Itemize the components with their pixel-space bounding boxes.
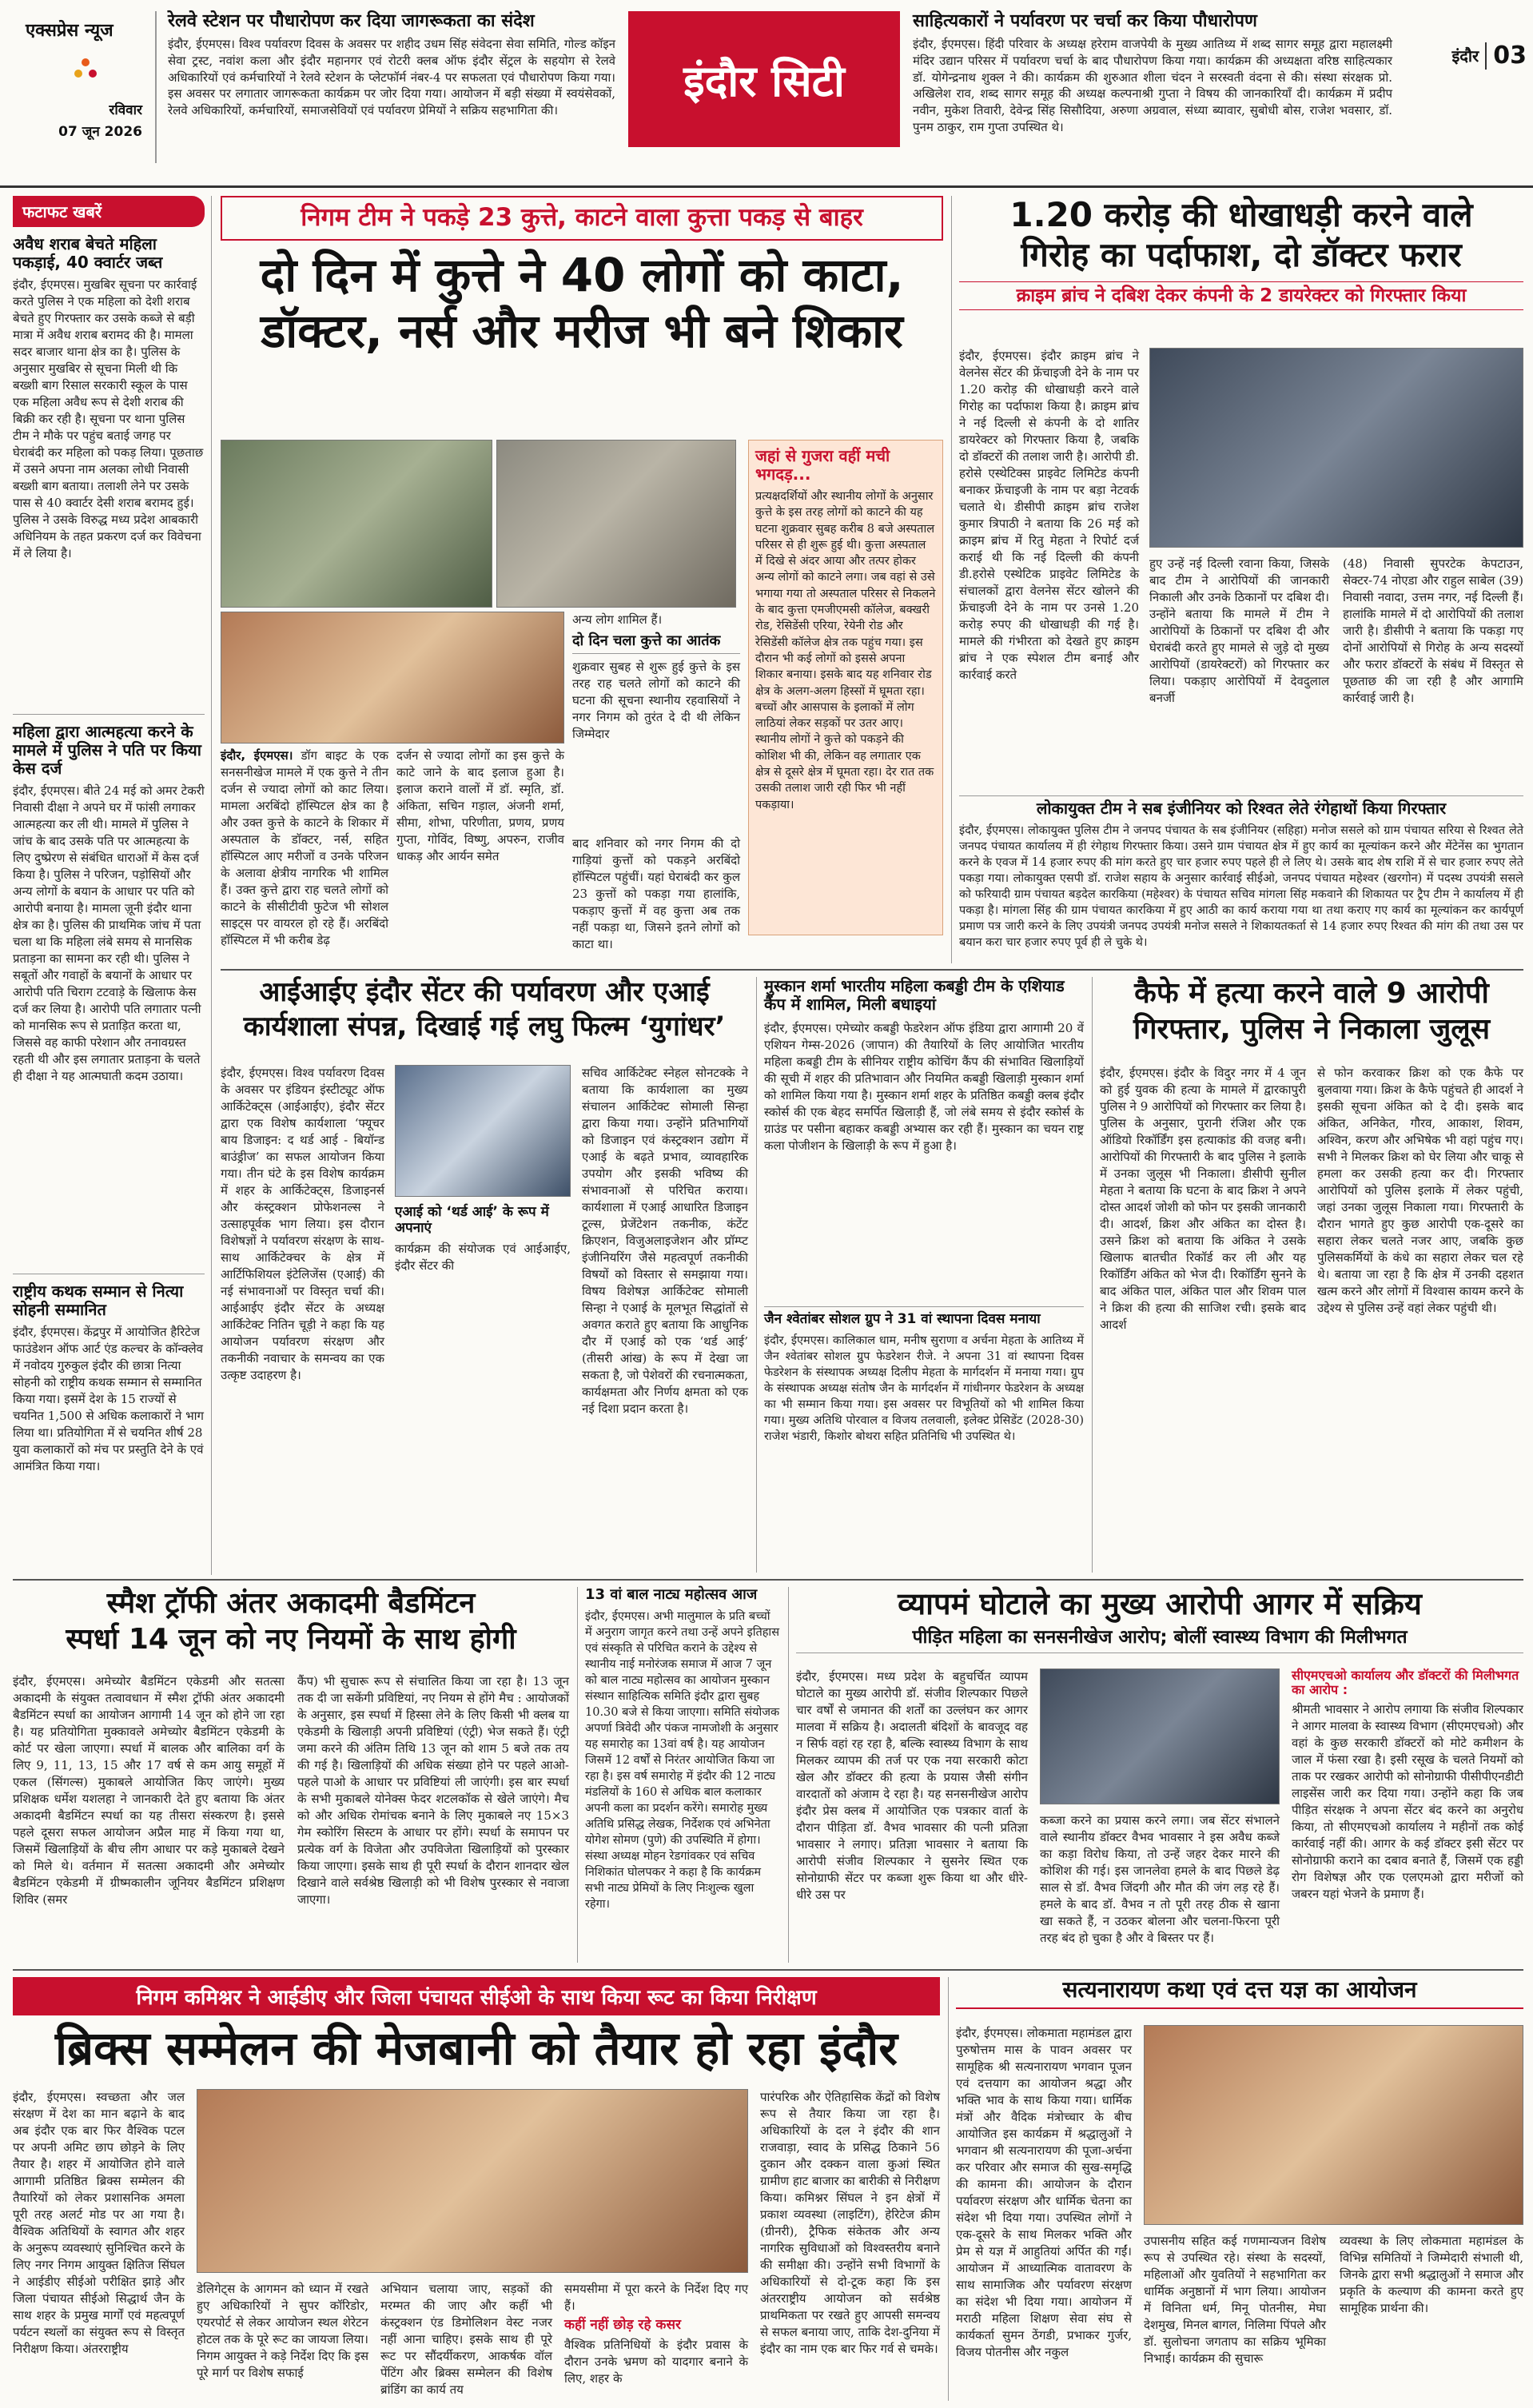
kabaddi-subhead: जैन श्वेतांबर सोशल ग्रुप ने 31 वां स्थापना दिवस मनाया [764, 1306, 1084, 1328]
top-left-story [168, 11, 615, 171]
lokayukt-headline: लोकायुक्त टीम ने सब इंजीनियर को रिश्वत लेते रंगेहाथों किया गिरफ्तार [1036, 799, 1447, 818]
section-title: इंदौर सिटी [683, 56, 845, 106]
fatafat-label-text: फटाफट खबरें [22, 202, 102, 221]
satyanarayan-col-3: व्यवस्था के लिए लोकमाता महामंडल के विभिन्न समितियों ने जिम्मेदारी संभाली थी, जिनके द्वारा सभी श्रद्धालुओं ने समाज और प्रकृति के कल्याण की कामना करते हुए सामूहिक प्रार्थना की। [1340, 2234, 1523, 2315]
satyanarayan-col-2: उपासनीय सहित कई गणमान्यजन विशेष रूप से उपस्थित रहे। संस्था के सदस्यों, महिलाओं और युवतियों ने सहभागिता कर धार्मिक अनुष्ठानों में भाग लिया। आयोजन में विनिता धर्म, मिनू पोतनीस, मेघा देशमुख, मिनल बागल, निलिमा पिंपले और डॉ. सुलोचना जगताप का सक्रिय भूमिका निभाई। कार्यक्रम की सुचारू [1144, 2234, 1326, 2366]
dog-col-3a: अन्य लोग शामिल हैं। [572, 612, 663, 627]
dog-kicker [221, 196, 943, 241]
dog-col-3-subhead: दो दिन चला कुत्ते का आतंक [572, 633, 740, 654]
brand-name: एक्सप्रेस न्यूज [26, 21, 113, 41]
iiie-headline-2: कार्यशाला संपन्न, दिखाई गई लघु फिल्म ‘युगांधर’ [243, 1011, 726, 1043]
top-right-body: इंदौर, ईएमएस। हिंदी परिवार के अध्यक्ष हरेराम वाजपेयी के मुख्य आतिथ्य में शब्द सागर समूह द्वारा महालक्ष्मी मंदिर उद्यान परिसर में पर्यावरण चर्चा के बाद पौधारोपण किया गया। कार्यक्रम की अध्यक्षता वरिष्ठ साहित्यकार डॉ. योगेन्द्रनाथ शुक्ल ने की। कार्यक्रम की शुरुआत शीला चंदन ने सरस्वती वंदना से की। संस्था संरक्षक प्रो. अखिलेश राव, शब्द सागर समूह की अध्यक्ष कल्पनाश्री गुप्ता ने विषय की जानकारियाँ दी। कार्यक्रम में प्रदीप नवीन, मुकेश तिवारी, देवेन्द्र सिंह सिसौदिया, अरुणा अग्रवाल, संध्या ब्यावार, सुबोधी बोस, राजेश भवसार, डॉ. पुनम ठाकुर, राम गुप्ता उपस्थित थे। [913, 37, 1392, 134]
natya-headline: 13 वां बाल नाट्य महोत्सव आज [585, 1586, 758, 1603]
kabaddi-story [764, 977, 1084, 1573]
top-left-headline: रेलवे स्टेशन पर पौधारोपण कर दिया जागरूकता का संदेश [168, 11, 535, 31]
vyapam-col-1: इंदौर, ईएमएस। मध्य प्रदेश के बहुचर्चित व्यापम घोटाले का मुख्य आरोपी डॉ. संजीव शिल्पकार पिछले चार वर्षों से जमानत की शर्तों का उल्लंघन कर आगर मालवा में सक्रिय है। अदालती बंदिशों के बावजूद वह न सिर्फ वहां रह रहा है, बल्कि स्वास्थ्य विभाग के साथ मिलकर व्यापम की तर्ज पर एक नया सरकारी कोटा खेल और डॉक्टर की हत्या के प्रयास जैसी संगीन वारदातों को अंजाम दे रहा है। यह सनसनीखेज आरोप इंदौर प्रेस क्लब में आयोजित एक पत्रकार वार्ता के दौरान पीड़िता डॉ. वैभव भावसार की पत्नी प्रतिज्ञा भावसार ने लगाए। प्रतिज्ञा भावसार ने बताया कि आरोपी संजीव शिल्पकार ने सुसनेर स्थित एक सोनोग्राफी सेंटर पर कब्जा शुरू किया था और धीरे-धीरे उस पर [796, 1669, 1028, 1902]
fraud-subhead: क्राइम ब्रांच ने दबिश देकर कंपनी के 2 डायरेक्टर को गिरफ्तार किया [959, 281, 1523, 310]
iiie-headline-1: आईआईए इंदौर सेंटर की पर्यावरण और एआई [259, 976, 710, 1008]
brics-subhead: कहीं नहीं छोड़ रहे कसर [564, 2317, 681, 2333]
brand-box [13, 11, 157, 163]
brics-headline: ब्रिक्स सम्मेलन की मेजबानी को तैयार हो रहा इंदौर [55, 2021, 898, 2075]
fatafat-headline: महिला द्वारा आत्महत्या करने के मामले में पुलिस ने पति पर किया केस दर्ज [13, 722, 201, 778]
fatafat-label [13, 196, 205, 227]
brics-col-5: पारंपरिक और ऐतिहासिक केंद्रों को विशेष रूप से तैयार किया जा रहा है। अधिकारियों के दल ने इंदौर की शान राजवाड़ा, स्वाद के प्रसिद्ध ठिकाने 56 दुकान और दक्कन वाला कुआं स्थित ग्रामीण हाट बाजार का बारीकी से निरीक्षण किया। कमिश्नर सिंघल ने इन क्षेत्रों में प्रकाश व्यवस्था (लाइटिंग), हेरिटेज क्रीम (ग्रीनरी), ट्रैफिक संकेतक और अन्य नागरिक सुविधाओं को विश्वस्तरीय बनाने की समीक्षा की। उन्होंने सभी विभागों के अधिकारियों से दो-टूक कहा कि इस अंतरराष्ट्रीय आयोजन को सर्वश्रेष्ठ प्राथमिकता पर रखते हुए आपसी समन्वय से सफल बनाया जाए, ताकि देश-दुनिया में इंदौर का नाम एक बार फिर गर्व से चमके। [760, 2090, 940, 2356]
dog-kicker-text: निगम टीम ने पकड़े 23 कुत्ते, काटने वाला कुत्ता पकड़ से बाहर [301, 203, 863, 232]
dog-story [221, 196, 943, 951]
page-marker [1407, 32, 1527, 80]
vyapam-headline: व्यापमं घोटाले का मुख्य आरोपी आगर में सक्रिय [898, 1586, 1422, 1621]
fraud-story [959, 196, 1523, 791]
cafe-headline-1: कैफे में हत्या करने वाले 9 आरोपी [1134, 977, 1489, 1010]
fatafat-headline: अवैध शराब बेचते महिला पकड़ाई, 40 क्वार्टर जब्त [13, 234, 163, 272]
fraud-col-1: इंदौर, ईएमएस। इंदौर क्राइम ब्रांच ने वेलनेस सेंटर की फ्रेंचाइजी देने के नाम पर 1.20 करोड़ की धोखाधड़ी करने वाले गिरोह का पर्दाफाश किया है। क्राइम ब्रांच ने नई दिल्ली से कंपनी के दो शातिर डायरेक्टर को गिरफ्तार किया है, जबकि दो डॉक्टरों की तलाश जारी है। आरोपी डी. हरोसे एस्थेटिक्स प्राइवेट लिमिटेड कंपनी बनाकर फ्रेंचाइजी के नाम पर बड़ा नेटवर्क चलाते थे। डीसीपी क्राइम ब्रांच राजेश कुमार त्रिपाठी ने बताया कि 26 मई को क्राइम ब्रांच में रितु मेहता ने रिपोर्ट दर्ज कराई थी कि नई दिल्ली की कंपनी डी.हरोसे एस्थेटिक प्राइवेट लिमिटेड के संचालकों द्वारा वेलनेस सेंटर खोलने की फ्रेंचाइजी देने के नाम पर उनसे 1.20 करोड़ रुपए की धोखाधड़ी की गई है। मामले की गंभीरता को देखते हुए क्राइम ब्रांच ने एक स्पेशल टीम बनाई और कार्रवाई करते [959, 349, 1139, 682]
vyapam-story [796, 1587, 1523, 1963]
top-left-body: इंदौर, ईएमएस। विश्व पर्यावरण दिवस के अवसर पर शहीद उधम सिंह संवेदना सेवा समिति, गोल्ड कॉइन सेवा ट्रस्ट, नवांश कला और इंदौर महानगर एवं रोटरी क्लब ऑफ इंदौर सेंट्रल के सहयोग से रेलवे अधिकारियों एवं कर्मचारियों ने रेलवे स्टेशन के प्लेटफॉर्म नंबर-4 पर सफलता एवं पौधारोपण किया गया। इस अवसर पर लगातार जागरूकता कार्यक्रम पर जोर दिया गया। आयोजन में बड़ी संख्या में स्वयंसेवकों, रेलवे अधिकारियों, कर्मचारियों, समाजसेवियों एवं पर्यावरण प्रेमियों ने सक्रिय सहभागिता की। [168, 37, 615, 118]
brics-col-1: इंदौर, ईएमएस। स्वच्छता और जल संरक्षण में देश का मान बढ़ाने के बाद अब इंदौर एक बार फिर वैश्विक पटल पर अपनी अमिट छाप छोड़ने के लिए तैयार है। शहर में आयोजित होने वाले आगामी प्रतिष्ठित ब्रिक्स सम्मेलन की तैयारियों को लेकर प्रशासनिक अमला पूरी तरह अलर्ट मोड पर आ गया है। वैश्विक अतिथियों के स्वागत और शहर के अनुरूप व्यवस्थाएं सुनिश्चित करने के लिए नगर निगम आयुक्त क्षितिज सिंघल ने आईडीए सीईओ परीक्षित झाड़े और जिला पंचायत सीईओ सिद्धार्थ जैन के साथ शहर के प्रमुख मार्गों एवं महत्वपूर्ण पर्यटन स्थलों का संयुक्त रूप से विस्तृत निरीक्षण किया। अंतरराष्ट्रीय [13, 2090, 185, 2356]
cafe-headline-2: गिरफ्तार, पुलिस ने निकाला जुलूस [1133, 1013, 1491, 1047]
fatafat-item [13, 723, 205, 1274]
iiie-col-1-body: इंदौर, ईएमएस। विश्व पर्यावरण दिवस के अवसर पर इंडियन इंस्टीट्यूट ऑफ आर्किटेक्ट्स (आईआईए), इंदौर सेंटर द्वारा एक विशेष कार्यशाला ‘फ्यूचर बाय डिजाइन: द थर्ड आई - बियॉन्ड बाउंड्रीज’ का सफल आयोजन किया गया। तीन घंटे के इस विशेष कार्यक्रम में शहर के आर्किटेक्ट्स, डिजाइनर्स और कंस्ट्रक्शन प्रोफेशनल्स ने उत्साहपूर्वक भाग लिया। इस दौरान विशेषज्ञों ने पर्यावरण संरक्षण के साथ-साथ आर्किटेक्चर के क्षेत्र में आर्टिफिशियल इंटेलिजेंस (एआई) की नई संभावनाओं पर विस्तृत चर्चा की। आईआईए इंदौर सेंटर के अध्यक्ष आर्किटेक्ट नितिन चूड़ी ने कहा कि यह आयोजन पर्यावरण संरक्षण और तकनीकी नवाचार के समन्वय का एक उत्कृष्ट उदाहरण है। [221, 1066, 384, 1382]
iiie-photo [395, 1065, 571, 1197]
brics-col-4 [564, 2281, 748, 2401]
dog-col-1-body: डॉग बाइट के एक सनसनीखेज मामले में एक कुत्ते ने तीन दर्जन से ज्यादा लोगों को काट लिया। मामला अरबिंदो हॉस्पिटल क्षेत्र का है और उक्त कुत्ते के काटने के शिकार में अस्पताल के डॉक्टर, नर्स, सहित हॉस्पिटल आए मरीजों व उनके परिजन के अलावा क्षेत्रीय नागरिक भी शामिल हैं। उक्त कुत्ते द्वारा राह चलते लोगों को काटने के सीसीटीवी फुटेज भी सोशल साइट्स पर वायरल हो रहे हैं। अरबिंदो हॉस्पिटल में भी करीब डेढ़ [221, 748, 388, 947]
brics-col-4-body: समयसीमा में पूरा करने के निर्देश दिए गए हैं। [564, 2282, 748, 2313]
lokayukt-story [959, 799, 1523, 963]
vyapam-col-2: कब्जा करने का प्रयास करने लगा। जब सेंटर संभालने वाले स्थानीय डॉक्टर वैभव भावसार ने इस अवैध कब्जे का कड़ा विरोध किया, तो उन्हें जहर देकर मारने की कोशिश की गई। इस जानलेवा हमले के बाद पिछले डेढ़ साल से डॉ. वैभव जिंदगी और मौत की जंग लड़ रहे हैं। हमले के बाद डॉ. वैभव न तो पूरी तरह ठीक से खाना खा सकते हैं, न उठकर बोलना और चलना-फिरना पूरी तरह बंद हो चुका है और वे बिस्तर पर हैं। [1040, 1813, 1280, 1945]
fraud-col-2: हुए उन्हें नई दिल्ली रवाना किया, जिसके बाद टीम ने आरोपियों की जानकारी निकाली और उनके ठिकानों पर दबिश दी। उन्होंने बताया कि मामले में टीम ने आरोपियों के ठिकानों पर दबिश दी और घेराबंदी करते हुए मामले से जुड़े दो मुख्य आरोपियों (डायरेक्टरों) को गिरफ्तार कर लिया। पकड़ाए आरोपियों में देवदुलाल बनर्जी [1149, 556, 1329, 705]
dog-photo-street [221, 440, 492, 608]
brics-kicker [13, 1977, 940, 2015]
badminton-story [13, 1587, 569, 1963]
satyanarayan-story [956, 1977, 1523, 2401]
natya-story [585, 1587, 780, 1963]
iiie-story [221, 977, 748, 1573]
kabaddi-sub-body: इंदौर, ईएमएस। कालिकाल धाम, मनीष सुराणा व अर्चना मेहता के आतिथ्य में जैन श्वेतांबर सोशल ग्रुप फेडरेशन रीजे. ने अपना 31 वां स्थापना दिवस फेडरेशन के संस्थापक अध्यक्ष दिलीप मेहता के मार्गदर्शन में मनाया गया। ग्रुप के संस्थापक अध्यक्ष संतोष जैन के मार्गदर्शन में गांधीनगर फेडरेशन के अध्यक्ष का भी सम्मान किया गया। इस अवसर पर विभूतियों को भी शामिल किया गया। मुख्य अतिथि पोरवाल व विजय तलवाली, इलेक्ट प्रेसिडेंट (2028-30) राजेश भंडारी, किशोर बोथरा सहित प्रतिनिधि भी उपस्थित थे। [764, 1334, 1084, 1443]
dog-col-4: बाद शनिवार को नगर निगम की दो गाड़ियां कुत्तों को पकड़ने अरबिंदो हॉस्पिटल पहुंचीं। यहां घेराबंदी कर कुल 23 कुत्तों को पकड़ा गया हालांकि, पकड़ाए कुत्तों में वह कुत्ता अब तक नहीं पकड़ा था, जिसने इतने लोगों को काटा था। [572, 836, 740, 951]
masthead [0, 0, 1533, 184]
page-city: इंदौर [1451, 46, 1479, 66]
fatafat-body: इंदौर, ईएमएस। बीते 24 मई को अमर टेकरी निवासी दीक्षा ने अपने घर में फांसी लगाकर आत्महत्या कर ली थी। मामले में पुलिस ने जांच के बाद उसके पति पर आत्महत्या के लिए दुष्प्रेरण से संबंधित धाराओं में केस दर्ज किया है। पुलिस ने परिजन, पड़ोसियों और अन्य लोगों के बयान के आधार पर पति को आरोपी बनाया है। मामला ज़ूनी इंदौर थाना क्षेत्र का है। पुलिस की प्राथमिक जांच में पता चला था कि महिला लंबे समय से मानसिक प्रताड़ना का सामना कर रही थी। पुलिस ने सबूतों और गवाहों के बयानों के आधार पर आरोपी पति चिराग टटवाड़े के खिलाफ केस दर्ज कर लिया है। आरोपी पति लगातार पत्नी को मानसिक रूप से प्रताड़ित करता था, जिससे वह काफी परेशान और तनावग्रस्त रहती थी और इस लगातार प्रताड़ना के चलते ही दीक्षा ने यह आत्मघाती कदम उठाया। [13, 783, 205, 1083]
dog-col-1-text [221, 748, 388, 947]
fatafat-item [13, 235, 205, 715]
satyanarayan-photo [1144, 2025, 1523, 2225]
kabaddi-headline: मुस्कान शर्मा भारतीय महिला कबड्डी टीम के एशियाड कैंप में शामिल, मिली बधाइयां [764, 976, 1065, 1014]
brics-story [13, 1977, 940, 2401]
fatafat-item [13, 1282, 205, 1570]
fatafat-column [13, 196, 205, 1575]
iiie-col-1b [395, 1205, 571, 1573]
fatafat-body: इंदौर, ईएमएस। केंद्रपुर में आयोजित हैरिटेज फाउंडेशन ऑफ आर्ट एंड कल्चर के कॉन्क्लेव में नवोदय गुरुकुल इंदौर की छात्रा नित्या सोहनी को राष्ट्रीय कथक सम्मान से सम्मानित किया गया। इसमें देश के 15 राज्यों से चयनित 1,500 से अधिक कलाकारों ने भाग लिया था। प्रतियोगिता में से चयनित शीर्ष 28 युवा कलाकारों को मंच पर प्रस्तुति देने के एवं आमंत्रित किया गया। [13, 1325, 204, 1473]
lokayukt-body: इंदौर, ईएमएस। लोकायुक्त पुलिस टीम ने जनपद पंचायत के सब इंजीनियर (सहिहा) मनोज ससले को ग्राम पंचायत सरिया से रिश्वत लेते जनपद पंचायत कार्यालय में ही रंगेहाथ गिरफ्तार किया। उसने ग्राम पंचायत क्षेत्र में हुए कार्य का मूल्यांकन करने और मेंटेनेंस का भुगतान करने के एवज में 14 हजार रुपए की मांग करते हुए चार हजार रुपए पहले ही ले लिए थे। उसके बाद शेष राशि में से चार हजार रुपए लेते पकड़ा गया। लोकायुक्त एसपी डॉ. राजेश सहाय के अनुसार कार्रवाई सीईओ, जनपद पंचायत महेश्वर (खरगोन) में पदस्थ उपयंत्री ससले को फरियादी ग्राम पंचायत बड़देल कारकिया (महेश्वर) के पंचायत सचिव मांगला सिंह मकवाने की शिकायत पर ट्रैप टीम ने कार्यालय में ही पकड़ा है। मांगला सिंह की ग्राम पंचायत कारकिया में हुए आठी का कार्य कराया गया था तथा कराए गए कार्य का मूल्यांकन कर कार्यपूर्ण प्रमाण पत्र जारी करने के लिए उपयंत्री जनपद उपयंत्री मनोज ससले ने शिकायतकर्ता से 14 हजार रुपए रिश्वत की मांग की तथा उस पर बयान करा चार हजार रुपए पूर्व ही ले चुके थे। [959, 824, 1523, 949]
badminton-col-2: कैंप) भी सुचारू रूप से संचालित किया जा रहा है। 13 जून तक दी जा सकेंगी प्रविष्टियां, नए नियम से होंगे मैच : आयोजकों के अनुसार, इस स्पर्धा में हिस्सा लेने के लिए किसी भी क्लब या एकेडमी के खिलाड़ी अपनी प्रविष्टियां (एंट्री) भेज सकते हैं। एंट्री जमा करने की अंतिम तिथि 13 जून को शाम 5 बजे तक तय की गई है। खिलाड़ियों की अधिक संख्या होने पर पहले आओ-पहले पाओ के आधार पर प्रविष्टियां ली जाएंगी। इस बार स्पर्धा के सभी मुकाबले योनेक्स फेदर शटलकॉक से खेले जाएंगे। मैच को और अधिक रोमांचक बनाने के लिए मुकाबले नए 15×3 गेम स्कोरिंग सिस्टम के आधार पर होंगे। स्पर्धा के समापन पर प्रत्येक वर्ग के विजेता और उपविजेता खिलाड़ियों को पुरस्कार किया जाएगा। इसके साथ ही पूरी स्पर्धा के दौरान शानदार खेल दिखाने वाले सर्वश्रेष्ठ खिलाड़ी को भी विशेष पुरस्कार से नवाजा जाएगा। [297, 1674, 569, 1907]
vyapam-col-3-subhead: सीएमएचओ कार्यालय और डॉक्टरों की मिलीभगत का आरोप : [1292, 1668, 1519, 1698]
dog-headline-2: डॉक्टर, नर्स और मरीज भी बने शिकार [261, 304, 903, 359]
iiie-col-1 [221, 1065, 384, 1573]
dog-photo-dog [496, 440, 736, 608]
issue-date: 07 जून 2026 [58, 124, 142, 140]
fraud-headline-1: 1.20 करोड़ की धोखाधड़ी करने वाले [1009, 195, 1473, 234]
iiie-col-1-end: कार्यक्रम की संयोजक एवं आईआईए, इंदौर सेंटर की [395, 1242, 571, 1274]
dog-sidebox-title: जहां से गुजरा वहीं मची भगदड़... [755, 446, 890, 484]
fraud-photo [1149, 348, 1523, 548]
issue-day: रविवार [109, 102, 142, 118]
dog-sidebox [748, 440, 943, 935]
satyanarayan-headline: सत्यनारायण कथा एवं दत्त यज्ञ का आयोजन [956, 1977, 1523, 2009]
vyapam-col-3-body: श्रीमती भावसार ने आरोप लगाया कि संजीव शिल्पकार ने आगर मालवा के स्वास्थ्य विभाग (सीएमएचओ) और वहां के कुछ सरकारी डॉक्टरों को मोटे कमीशन के जाल में फंसा रखा है। इसी रसूख के चलते नियमों को ताक पर रखकर आरोपी को सोनोग्राफी पीसीपीएनडीटी लाइसेंस जारी कर दिया गया। उन्होंने कहा कि जब पीड़ित संरक्षक ने अपना सेंटर बंद करने का अनुरोध किया, तो सीएमएचओ कार्यालय ने महीनों तक कोई कार्रवाई नहीं की। आगर के कई डॉक्टर इसी सेंटर पर सोनोग्राफी कराने का दबाव बनाते हैं, जिसमें एक हड्डी रोग विशेषज्ञ और एक एलएमओ द्वारा मरीजों को जबरन यहां भेजने के प्रमाण हैं। [1292, 1701, 1523, 1901]
brics-col-3: अभियान चलाया जाए, सड़कों की मरम्मत की जाए और कहीं भी कंस्ट्रक्शन एंड डिमोलिशन वेस्ट नजर नहीं आना चाहिए। इसके साथ ही पूरे रूट पर सौंदर्यीकरण, आकर्षक वॉल पेंटिंग और ब्रिक्स सम्मेलन की विशेष ब्रांडिंग का कार्य तय [380, 2282, 552, 2397]
kabaddi-body: इंदौर, ईएमएस। एमेच्योर कबड्डी फेडरेशन ऑफ इंडिया द्वारा आगामी 20 वें एशियन गेम्स-2026 (जापान) की तैयारियों के लिए आयोजित भारतीय महिला कबड्डी टीम के सीनियर राष्ट्रीय कोचिंग कैंप की संभावित खिलाड़ियों की सूची में शहर की प्रतिभावान और नियमित कबड्डी खिलाड़ी मुस्कान शर्मा को शामिल किया गया है। मुस्कान शर्मा शहर के प्रतिष्ठित कबड्डी क्लब इंदौर स्कोर्स की एक बेहद समर्पित खिलाड़ी हैं, जो लंबे समय से इंदौर स्कोर्स के ग्राउंड पर पसीना बहाकर कबड्डी अभ्यास कर रही हैं। मुस्कान का चयन राष्ट्र कला पोजीशन के खिलाड़ी के रूप में हुआ है। [764, 1021, 1084, 1153]
vyapam-col-3 [1292, 1668, 1523, 1963]
cafe-col-2: से फोन करवाकर क्रिश को एक कैफे पर बुलवाया गया। क्रिश के कैफे पहुंचते ही आदर्श ने इसकी सूचना अंकित को दे दी। इसके बाद अंकित, अनिकेत, गौरव, आकाश, शिवम, अश्विन, करण और अभिषेक भी वहां पहुंच गए। सभी ने मिलकर क्रिश को घेर लिया और चाकू से हमला कर उसकी हत्या कर दी। गिरफ्तार आरोपियों को पुलिस इलाके में लेकर पहुंची, जहां उनका जुलूस निकाला गया। गिरफ्तारी के दौरान भागते हुए कुछ आरोपी एक-दूसरे का सहारा लेकर चलते नजर आए, जबकि कुछ पुलिसकर्मियों के कंधे का सहारा लेकर चल रहे थे। बताया जा रहा है कि क्षेत्र में उनकी दहशत खत्म करने और लोगों में विश्वास कायम करने के उद्देश्य से पुलिस उन्हें वहां लेकर पहुंची थी। [1317, 1066, 1523, 1315]
cafe-col-1: इंदौर, ईएमएस। इंदौर के विदुर नगर में 4 जून को हुई युवक की हत्या के मामले में द्वारकापुरी पुलिस ने 9 आरोपियों को गिरफ्तार कर लिया है। पुलिस के अनुसार, पुरानी रंजिश और एक ऑडियो रिकॉर्डिंग इस हत्याकांड की वजह बनी। आरोपियों की गिरफ्तारी के बाद पुलिस ने इलाके में उनका जुलूस भी निकाला। डीसीपी सुनील मेहता ने बताया कि घटना के बाद क्रिश ने अपने दोस्त आदर्श जोशी को फोन पर इसकी जानकारी दी। आदर्श, क्रिश और अंकित का दोस्त है। उसने क्रिश को बताया कि अंकित ने उसके खिलाफ बातचीत रिकॉर्ड कर ली और यह रिकॉर्डिंग अंकित को भेज दी। रिकॉर्डिंग सुनने के बाद अंकित पाल, अंकित पाल और शिवम पाल ने क्रिश की हत्या की साजिश रची। इसके बाद आदर्श [1100, 1066, 1306, 1332]
vyapam-subhead: पीड़ित महिला का सनसनीखेज आरोप; बोलीं स्वास्थ्य विभाग की मिलीभगत [796, 1627, 1523, 1653]
iiie-subhead: एआई को ‘थर्ड आई’ के रूप में अपनाएं [395, 1204, 549, 1236]
top-right-headline: साहित्यकारों ने पर्यावरण पर चर्चा कर किया पौधारोपण [913, 11, 1257, 31]
badminton-col-1: इंदौर, ईएमएस। अमेच्योर बैडमिंटन एकेडमी और सतत्सा अकादमी के संयुक्त तत्वावधान में स्मैश ट्रॉफी अंतर अकादमी बैडमिंटन स्पर्धा का आयोजन आगामी 14 जून को होने जा रहा है। यह प्रतियोगिता मुक्कावले अमेच्योर बैडमिंटन एकेडमी के कोर्ट पर खेला जाएगा। स्पर्धा में बालक और बालिका वर्ग के लिए 9, 11, 13, 15 और 17 वर्ष से कम आयु समूहों में एकल (सिंगल्स) मुकाबले आयोजित किए जाएंगे। मुख्य प्रशिक्षक धर्मेश यशलहा ने जानकारी देते हुए बताया कि अंतर अकादमी बैडमिंटन स्पर्धा का यह तीसरा संस्करण है। इससे पहले दूसरा सफल आयोजन अप्रैल माह में किया गया था, जिसमें खिलाड़ियों के बीच लीग आधार पर कड़े मुकाबले देखने को मिले थे। वर्तमान में सतत्सा अकादमी और अमेच्योर बैडमिंटन एकेडमी में ग्रीष्मकालीन जूनियर बैडमिंटन प्रशिक्षण शिविर (समर [13, 1674, 285, 1907]
brics-kicker-text: निगम कमिश्नर ने आईडीए और जिला पंचायत सीईओ के साथ किया रूट का किया निरीक्षण [136, 1986, 817, 2010]
dog-col-2: दर्जन से ज्यादा लोगों का इस कुत्ते के काटे जाने के बाद इलाज हुआ है। इलाज कराने वालों में डॉ. स्मृति, डॉ. अंकिता, सचिन गड़ाल, अंजनी शर्मा, सीमा, शोभा, परिणीता, प्रणय, प्रणय गुप्ता, गोविंद, विष्णु, अपरुन, राजीव धाकड़ और आर्यन समेत [396, 748, 564, 863]
top-right-story [913, 11, 1392, 171]
iiie-col-2: सचिव आर्किटेक्ट स्नेहल सोनटक्के ने बताया कि कार्यशाला का मुख्य संचालन आर्किटेक्ट सोमाली सिन्हा द्वारा किया गया। उन्होंने प्रतिभागियों को डिजाइन एवं कंस्ट्रक्शन उद्योग में एआई के बढ़ते प्रभाव, व्यावहारिक उपयोग और इसकी भविष्य की संभावनाओं से परिचित कराया। कार्यशाला में एआई आधारित डिजाइन टूल्स, प्रेजेंटेशन तकनीक, कंटेंट क्रिएशन, विजुअलाइजेशन और प्रॉम्प्ट इंजीनियरिंग जैसे महत्वपूर्ण तकनीकी विषयों को विस्तार से समझाया गया। विषय विशेषज्ञ आर्किटेक्ट सोमाली सिन्हा ने एआई के मूलभूत सिद्धांतों से अवगत कराते हुए बताया कि आधुनिक दौर में एआई को एक ‘थर्ड आई’ (तीसरी आंख) के रूप में देखा जा सकता है, जो पेशेवरों की रचनात्मकता, कार्यक्षमता और निर्णय क्षमता को एक नई दिशा प्रदान करता है। [582, 1066, 748, 1416]
fraud-col-3: (48) निवासी सुपरटेक केपटाउन, सेक्टर-74 नोएडा और राहुल साबेल (39) निवासी नवादा, उत्तम नगर, नई दिल्ली हैं। हालांकि मामले में दो आरोपियों की तलाश जारी है। डीसीपी ने बताया कि पकड़ा गए दोनों आरोपियों से गिरोह के अन्य सदस्यों और फरार डॉक्टरों के संबंध में विस्तृत से पूछताछ की जा रही है और आगामि कार्रवाई जारी है। [1343, 556, 1523, 705]
brics-col-4b: वैश्विक प्रतिनिधियों के इंदौर प्रवास के दौरान उनके भ्रमण को यादगार बनाने के लिए, शहर के [564, 2337, 748, 2386]
section-banner [628, 11, 900, 147]
dog-col-3b: शुक्रवार सुबह से शुरू हुई कुत्ते के इस तरह राह चलते लोगों को काटने की घटना की सूचना स्थानीय रहवासियों ने नगर निगम को तुरंत दे दी थी लेकिन जिम्मेदार [572, 659, 740, 741]
fatafat-body: इंदौर, ईएमएस। मुखबिर सूचना पर कार्रवाई करते पुलिस ने एक महिला को देशी शराब बेचते हुए गिरफ्तार कर उसके कब्जे से बड़ी मात्रा में अवैध शराब बरामद की है। मामला सदर बाजार थाना क्षेत्र का है। पुलिस के अनुसार मुखबिर से सूचना मिली थी कि बख्शी बाग रिसाल सरकारी स्कूल के पास एक महिला अवैध रूप से देशी शराब की बिक्री कर रही है। सूचना पर थाना पुलिस टीम ने मौके पर पहुंच बताई जगह पर घेराबंदी कर महिला को पकड़ लिया। पूछताछ में उसने अपना नाम अलका लोधी निवासी बख्शी बाग बताया। तलाशी लेने पर उसके पास से 40 क्वार्टर देसी शराब बरामद हुई। पुलिस ने उसके विरुद्ध मध्य प्रदेश आबकारी अधिनियम के तहत प्रकरण दर्ज कर विवेचना में ले लिया है। [13, 277, 204, 560]
vyapam-photo [1040, 1668, 1280, 1804]
dog-sidebox-body: प्रत्यक्षदर्शियों और स्थानीय लोगों के अनुसार कुत्ते के इस तरह लोगों को काटने की यह घटना शुक्रवार सुबह करीब 8 बजे अस्पताल परिसर से ही शुरू हुई थी। कुत्ता अस्पताल में दिखे से अंदर आया और तत्पर होकर अन्य लोगों को काटने लगा। जब वहां से उसे भगाया गया तो अस्पताल परिसर से निकलने के बाद कुत्ता एमजीएमसी कॉलेज, बक्खरी रोड, रेसिडेंसी एरिया, रेयेनी रोड और रेसिडेंसी कॉलेज क्षेत्र तक पहुंच गया। इस दौरान भी कई लोगों को इससे अपना शिकार बनाया। इसके बाद यह शनिवार रोड क्षेत्र के अलग-अलग हिस्सों में घूमता रहा। बच्चों और आसपास के इलाकों में लोग लाठियां लेकर सड़कों पर उतर आए। स्थानीय लोगों ने कुत्ते को पकड़ने की कोशिश भी की, लेकिन वह लगातार एक क्षेत्र से दूसरे क्षेत्र में घूमता रहा। देर रात तक उसकी तलाश जारी रही फिर भी नहीं पकड़ाया। [755, 490, 936, 811]
page-number: 03 [1493, 41, 1527, 70]
brics-photo [197, 2089, 748, 2273]
brand-logo-icon [74, 58, 98, 82]
badminton-headline-2: स्पर्धा 14 जून को नए नियमों के साथ होगी [66, 1623, 516, 1656]
fraud-headline-2: गिरोह का पर्दाफाश, दो डॉक्टर फरार [1021, 235, 1462, 275]
badminton-headline-1: स्मैश ट्रॉफी अंतर अकादमी बैडमिंटन [106, 1587, 476, 1620]
satyanarayan-col-1: इंदौर, ईएमएस। लोकमाता महामंडल द्वारा पुरुषोत्तम मास के पावन अवसर पर सामूहिक श्री सत्यनारायण भगवान पूजन एवं दत्तयाग का आयोजन श्रद्धा और भक्ति भाव के साथ किया गया। धार्मिक मंत्रों और वैदिक मंत्रोच्चार के बीच आयोजित इस कार्यक्रम में श्रद्धालुओं ने भगवान श्री सत्यनारायण की पूजा-अर्चना कर परिवार और समाज की सुख-समृद्धि की कामना की। आयोजन के दौरान पर्यावरण संरक्षण और धार्मिक चेतना का संदेश भी दिया गया। उपस्थित लोगों ने एक-दूसरे के साथ मिलकर भक्ति और प्रेम से यज्ञ में आहुतियां अर्पित की गईं। आयोजन में आध्यात्मिक वातावरण के साथ सामाजिक और पर्यावरण संरक्षण का संदेश भी दिया गया। आयोजन में मराठी महिला शिक्षण सेवा संघ से कार्यकर्ता सुमन ठेंगडी, प्रभाकर गुर्जर, विजय पोतनीस और नकुल [956, 2026, 1132, 2359]
brics-col-2: डेलिगेट्स के आगमन को ध्यान में रखते हुए अधिकारियों ने सुपर कॉरिडोर, एयरपोर्ट से लेकर आयोजन स्थल शेरेटन होटल तक के पूरे रूट का जायजा लिया। निगम आयुक्त ने कड़े निर्देश दिए कि इस पूरे मार्ग पर विशेष सफाई [197, 2282, 368, 2380]
dog-headline-1: दो दिन में कुत्ते ने 40 लोगों को काटा, [260, 247, 904, 302]
fatafat-headline: राष्ट्रीय कथक सम्मान से नित्या सोहनी सम्मानित [13, 1282, 184, 1319]
natya-body: इंदौर, ईएमएस। अभी मालुमाल के प्रति बच्चों में अनुराग जागृत करने तथा उन्हें अपने इतिहास एवं संस्कृति से परिचित कराने के उद्देश्य से स्थानीय नाई मनोरंजक समाज में आज 7 जून को बाल नाट्य महोत्सव का आयोजन मुस्कान संस्थान साहित्यिक समिति इंदौर द्वारा सुबह 10.30 बजे से किया जाएगा। समिति संयोजक अपर्णा त्रिवेदी और पंकज नामजोशी के अनुसार यह समारोह का 13वां वर्ष है। यह आयोजन जिसमें 12 वर्षों से निरंतर आयोजित किया जा रहा है। इस वर्ष समारोह में इंदौर की 12 नाट्य मंडलियों के 160 से अधिक बाल कलाकार अपनी कला का प्रदर्शन करेंगे। समारोह मुख्य अतिथि प्रसिद्ध लेखक, निर्देशक एवं अभिनेता योगेश सोमण (पुणे) की उपस्थिति में होगा। संस्था अध्यक्ष मोहन रेडगांवकर एवं सचिव निशिकांत घोलपकर ने कहा है कि कार्यक्रम सभी नाट्य प्रेमियों के लिए निःशुल्क खुला रहेगा। [585, 1609, 780, 1911]
dog-byline: इंदौर, ईएमएस। [221, 748, 293, 763]
cafe-story [1100, 977, 1523, 1573]
